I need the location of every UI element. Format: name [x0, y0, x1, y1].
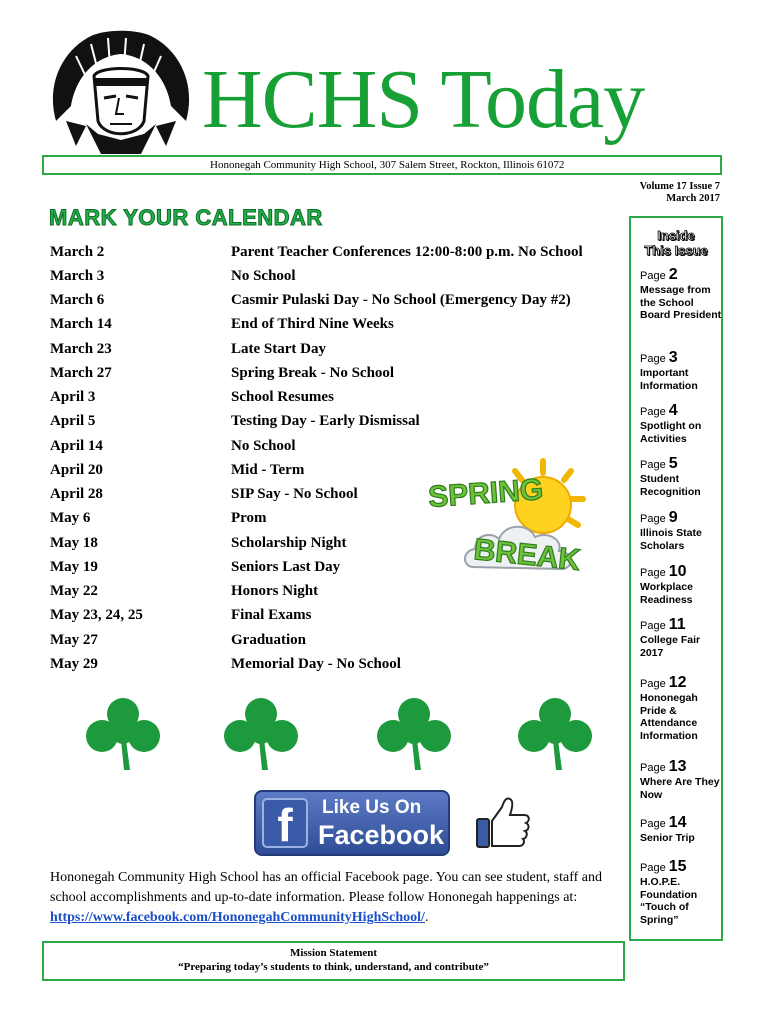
event-name: End of Third Nine Weeks — [231, 316, 394, 332]
event-date: May 27 — [50, 632, 98, 648]
thumbs-up-icon — [474, 793, 532, 851]
toc-entry[interactable] — [640, 349, 722, 392]
event-name: Parent Teacher Conferences 12:00-8:00 p.m. No School — [231, 244, 583, 260]
toc-entry[interactable] — [640, 509, 722, 552]
event-date: March 27 — [50, 365, 112, 381]
toc-description: Where Are They Now — [640, 776, 720, 801]
calendar-row — [50, 292, 620, 314]
event-name: Late Start Day — [231, 341, 326, 357]
event-name: Final Exams — [231, 607, 312, 623]
calendar-row — [50, 632, 620, 654]
event-date: April 28 — [50, 486, 103, 502]
toc-entry[interactable] — [640, 616, 722, 659]
toc-description: Workplace Readiness — [640, 581, 693, 606]
toc-entry[interactable] — [640, 455, 722, 498]
inside-this-issue-sidebar — [629, 216, 723, 941]
event-name: Memorial Day - No School — [231, 656, 401, 672]
facebook-button-line1: Like Us On — [322, 797, 422, 818]
event-name: No School — [231, 438, 296, 454]
event-date: May 6 — [50, 510, 91, 526]
mission-text: “Preparing today’s students to think, understand, and contribute” — [178, 961, 489, 973]
page-number: 5 — [668, 455, 678, 472]
calendar-row — [50, 244, 620, 266]
issue-date: March 2017 — [666, 193, 720, 204]
facebook-text-end: . — [424, 910, 429, 925]
toc-description: Spotlight on Activities — [640, 420, 702, 445]
sidebar-title-line1: Inside — [657, 228, 695, 243]
masthead-title: HCHS Today — [202, 53, 645, 146]
calendar-title: MARK YOUR CALENDAR — [49, 205, 323, 230]
calendar-row — [50, 316, 620, 338]
calendar-row — [50, 413, 620, 435]
event-name: Graduation — [231, 632, 307, 648]
calendar-row — [50, 341, 620, 363]
shamrock-icon — [516, 696, 594, 772]
page-word: Page — [640, 513, 666, 525]
event-date: May 23, 24, 25 — [50, 607, 143, 623]
page-number: 4 — [668, 402, 678, 419]
issue-info — [600, 181, 720, 205]
page-word: Page — [640, 762, 666, 774]
event-name: Casmir Pulaski Day - No School (Emergency Day #2) — [231, 292, 571, 308]
mascot-logo-icon — [46, 26, 196, 154]
toc-description: Message from the School Board President — [640, 284, 722, 321]
event-name: Prom — [231, 510, 267, 526]
volume-issue: Volume 17 Issue 7 — [639, 181, 720, 192]
event-date: May 19 — [50, 559, 98, 575]
event-name: Testing Day - Early Dismissal — [231, 413, 420, 429]
page-word: Page — [640, 862, 666, 874]
page-word: Page — [640, 270, 666, 282]
page-word: Page — [640, 459, 666, 471]
toc-description: Hononegah Pride & Attendance Information — [640, 692, 698, 742]
page-number: 2 — [668, 266, 678, 283]
calendar-row — [50, 389, 620, 411]
toc-entry[interactable] — [640, 402, 722, 445]
toc-description: H.O.P.E. Foundation “Touch of Spring” — [640, 876, 698, 926]
spring-word: SPRING — [427, 473, 545, 514]
page-word: Page — [640, 567, 666, 579]
calendar-row — [50, 656, 620, 678]
event-date: March 2 — [50, 244, 105, 260]
event-name: No School — [231, 268, 296, 284]
toc-entry[interactable] — [640, 814, 722, 845]
event-name: Seniors Last Day — [231, 559, 341, 575]
mission-title: Mission Statement — [289, 947, 378, 959]
event-date: May 18 — [50, 535, 98, 551]
event-name: Mid - Term — [231, 462, 305, 478]
school-address: Hononegah Community High School, 307 Salem Street, Rockton, Illinois 61072 — [210, 159, 565, 171]
page-number: 12 — [668, 674, 687, 691]
facebook-text: Hononegah Community High School has an official Facebook page. You can see student, staff and school accomplishments and up-to-date information. Please follow Hononegah happenings at: — [50, 870, 602, 905]
toc-entry[interactable] — [640, 858, 722, 926]
event-date: April 5 — [50, 413, 96, 429]
event-name: SIP Say - No School — [231, 486, 358, 502]
address-bar — [42, 155, 722, 175]
sidebar-title — [631, 228, 721, 258]
event-date: April 3 — [50, 389, 96, 405]
event-date: March 14 — [50, 316, 112, 332]
page-number: 13 — [668, 758, 687, 775]
page-number: 3 — [668, 349, 678, 366]
event-date: April 20 — [50, 462, 103, 478]
page-word: Page — [640, 406, 666, 418]
break-word: BREAK — [472, 533, 582, 578]
event-date: May 22 — [50, 583, 98, 599]
spring-break-art — [425, 455, 593, 583]
toc-description: Important Information — [640, 367, 698, 392]
facebook-link[interactable]: https://www.facebook.com/HononegahCommunityHighSchool/ — [50, 910, 425, 925]
page-number: 11 — [668, 616, 686, 633]
calendar-row — [50, 268, 620, 290]
toc-entry[interactable] — [640, 266, 722, 322]
toc-entry[interactable] — [640, 758, 722, 801]
toc-description: Senior Trip — [640, 832, 695, 844]
calendar-row — [50, 583, 620, 605]
event-date: March 3 — [50, 268, 105, 284]
event-name: Spring Break - No School — [231, 365, 395, 381]
facebook-button-line2: Facebook — [318, 820, 445, 850]
page-word: Page — [640, 818, 666, 830]
calendar-row — [50, 365, 620, 387]
toc-entry[interactable] — [640, 563, 722, 606]
facebook-like-button[interactable] — [254, 790, 450, 856]
facebook-paragraph — [50, 868, 620, 928]
toc-description: Illinois State Scholars — [640, 527, 702, 552]
event-date: May 29 — [50, 656, 98, 672]
event-name: Honors Night — [231, 583, 319, 599]
page-number: 15 — [668, 858, 687, 875]
page-number: 10 — [668, 563, 687, 580]
event-name: School Resumes — [231, 389, 334, 405]
page-number: 14 — [668, 814, 687, 831]
shamrock-icon — [222, 696, 300, 772]
page-word: Page — [640, 353, 666, 365]
page-word: Page — [640, 620, 666, 632]
page-number: 9 — [668, 509, 678, 526]
page-word: Page — [640, 678, 666, 690]
toc-description: College Fair 2017 — [640, 634, 701, 659]
mission-statement-box — [42, 941, 625, 981]
event-date: March 6 — [50, 292, 105, 308]
toc-entry[interactable] — [640, 674, 722, 742]
facebook-f-icon: f — [262, 798, 308, 848]
sidebar-title-line2: This Issue — [644, 243, 708, 258]
event-name: Scholarship Night — [231, 535, 347, 551]
toc-description: Student Recognition — [640, 473, 701, 498]
calendar-row — [50, 607, 620, 629]
event-date: March 23 — [50, 341, 112, 357]
event-date: April 14 — [50, 438, 103, 454]
shamrock-icon — [375, 696, 453, 772]
shamrock-icon — [84, 696, 162, 772]
